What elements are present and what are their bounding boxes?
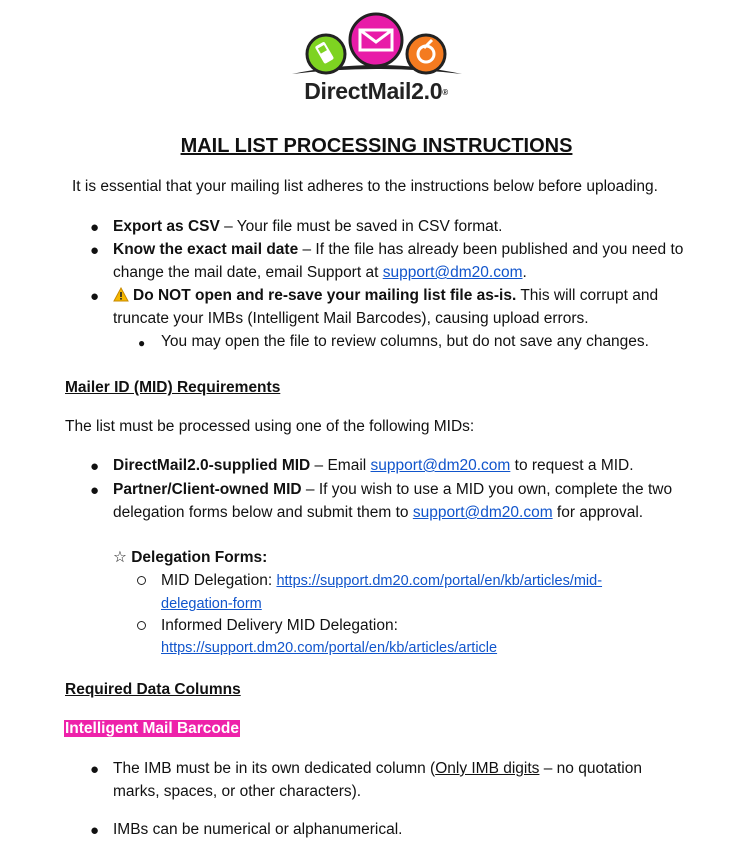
directmail-logo (286, 10, 466, 106)
instruction-export-csv: Export as CSV – Your file must be saved in CSV format. (113, 218, 503, 235)
support-email-link[interactable]: support@dm20.com (370, 457, 511, 474)
bullet-dot: ● (138, 336, 146, 350)
informed-delivery-link-line (161, 637, 497, 659)
imb-format: IMBs can be numerical or alphanumerical. (113, 821, 403, 838)
mid-intro: The list must be processed using one of the following MIDs: (65, 418, 475, 435)
mouse-icon (407, 35, 445, 73)
support-email-link[interactable]: support@dm20.com (382, 264, 523, 281)
support-email-link[interactable]: support@dm20.com (412, 504, 553, 521)
informed-delivery-form: Informed Delivery MID Delegation: (161, 617, 398, 634)
mid-delegation-form: MID Delegation: https://support.dm20.com/portal/en/kb/articles/mid- (161, 572, 603, 589)
bullet-circle (137, 621, 146, 630)
mid-delegation-link[interactable]: https://support.dm20.com/portal/en/kb/articles/mid- (276, 573, 603, 589)
bullet-dot: ● (90, 242, 100, 259)
bullet-dot: ● (90, 822, 100, 839)
imb-rule: The IMB must be in its own dedicated column (Only IMB digits – no quotation (113, 760, 642, 777)
mid-delegation-link-continued[interactable]: delegation-form (161, 596, 262, 612)
page-title: MAIL LIST PROCESSING INSTRUCTIONS (180, 135, 573, 157)
mid-requirements-heading: Mailer ID (MID) Requirements (65, 379, 281, 396)
bullet-dot: ● (90, 458, 100, 475)
envelope-icon (350, 14, 402, 66)
imb-rule-line2: marks, spaces, or other characters). (113, 783, 362, 800)
instruction-review-columns: You may open the file to review columns, but do not save any changes. (161, 333, 649, 350)
instruction-do-not-resave-line2: truncate your IMBs (Intelligent Mail Barcodes), causing upload errors. (113, 310, 589, 327)
informed-delivery-link[interactable]: https://support.dm20.com/portal/en/kb/articles/article (161, 640, 498, 656)
instruction-do-not-resave: Do NOT open and re-save your mailing list file as-is. This will corrupt and (113, 285, 658, 307)
required-columns-heading: Required Data Columns (65, 681, 241, 698)
bullet-circle (137, 576, 146, 585)
bullet-dot: ● (90, 482, 100, 499)
delegation-forms-title: ☆ Delegation Forms: (113, 549, 268, 566)
intro-text: It is essential that your mailing list adheres to the instructions below before uploading. (72, 178, 658, 195)
bullet-dot: ● (90, 761, 100, 778)
mid-delegation-link-line2 (161, 593, 262, 615)
warning-icon (113, 287, 129, 302)
instruction-mail-date-line2: change the mail date, email Support at support@dm20.com. (113, 264, 527, 281)
bullet-dot: ● (90, 288, 100, 305)
mid-option-supplied: DirectMail2.0-supplied MID – Email support@dm20.com to request a MID. (113, 457, 634, 474)
mid-option-owned-line2: delegation forms below and submit them to support@dm20.com for approval. (113, 504, 644, 521)
mid-option-owned: Partner/Client-owned MID – If you wish to use a MID you own, complete the two (113, 481, 673, 498)
imb-highlight-label: Intelligent Mail Barcode (65, 720, 239, 737)
logo-wordmark: DirectMail2.0® (304, 78, 448, 104)
bullet-dot: ● (90, 219, 100, 236)
instruction-mail-date: Know the exact mail date – If the file has already been published and you need to (113, 241, 684, 258)
